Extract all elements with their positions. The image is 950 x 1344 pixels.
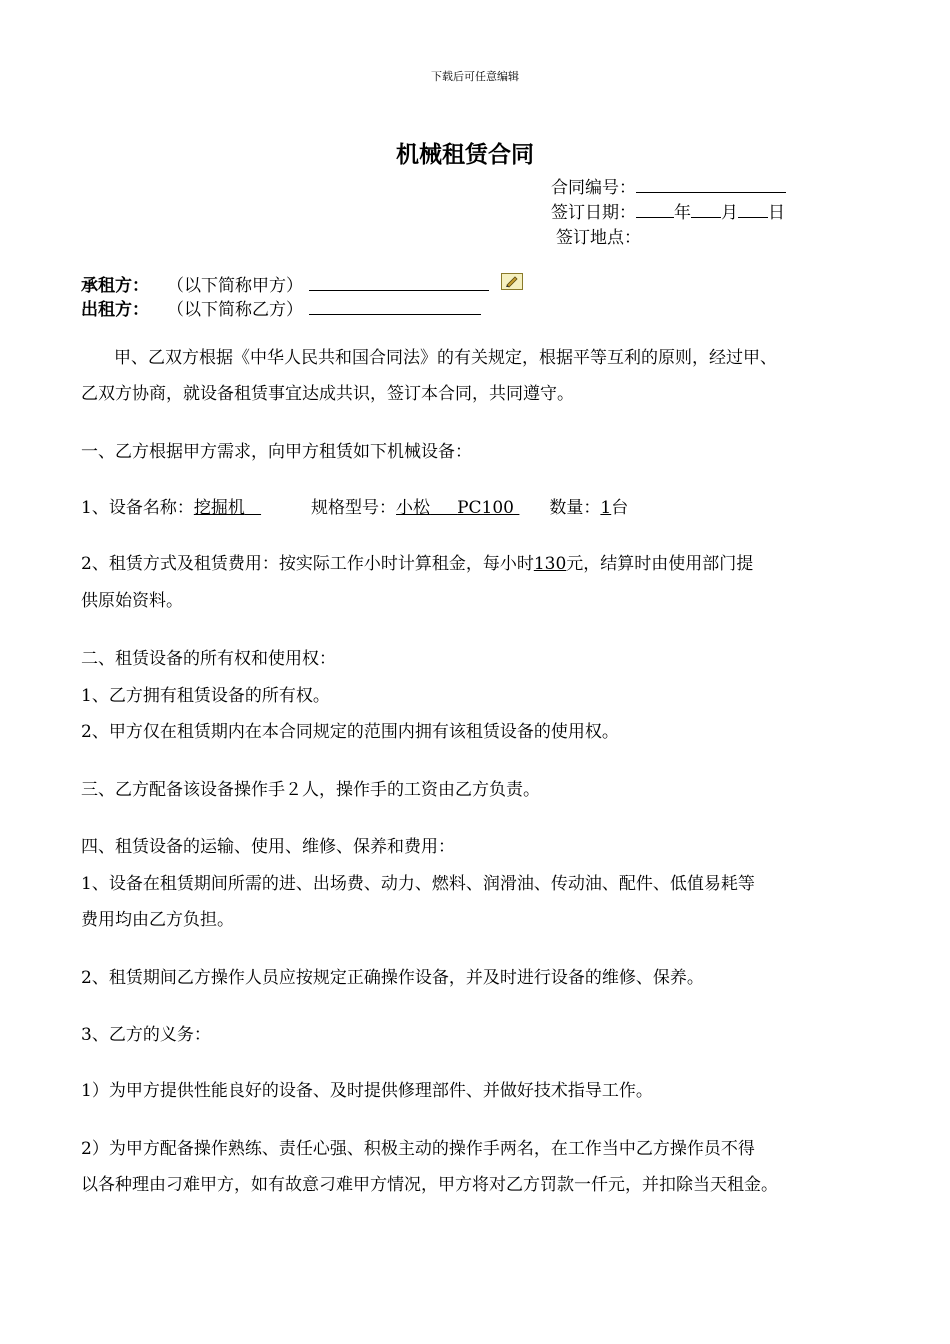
page-title: 机械租赁合同 (396, 142, 534, 168)
month-field[interactable] (691, 201, 721, 218)
month-label: 月 (721, 203, 738, 223)
quantity-label: 数量： (549, 498, 601, 518)
lessor-name-field[interactable] (309, 298, 481, 315)
quantity-unit: 台 (611, 498, 629, 518)
rental-fee-suffix: 元，结算时由使用部门提 (566, 554, 754, 574)
section1-heading: 一、乙方根据甲方需求，向甲方租赁如下机械设备： (81, 442, 472, 462)
equipment-row (81, 497, 628, 519)
lessee-name-field[interactable] (309, 274, 489, 291)
intro-line-2: 乙双方协商，就设备租赁事宜达成共识，签订本合同，共同遵守。 (81, 384, 574, 404)
model-value-b: PC100 (457, 498, 514, 518)
day-field[interactable] (738, 201, 768, 218)
year-label: 年 (674, 203, 691, 223)
section2-heading: 二、租赁设备的所有权和使用权： (81, 649, 336, 669)
lessee-note: （以下简称甲方） (167, 276, 303, 296)
sign-date-label: 签订日期： (551, 203, 636, 223)
model-value-a: 小松 (396, 498, 431, 518)
section4-item-3: 3、乙方的义务： (81, 1025, 211, 1045)
obligation-2-line-1: 2）为甲方配备操作熟练、责任心强、积极主动的操作手两名，在工作当中乙方操作员不得 (81, 1139, 755, 1159)
section3-text: 三、乙方配备该设备操作手２人，操作手的工资由乙方负责。 (81, 780, 540, 800)
hourly-rate: 130 (533, 554, 567, 574)
quantity-value: 1 (600, 498, 612, 518)
sign-place-label: 签订地点： (556, 228, 641, 248)
rental-fee-prefix: 2、租赁方式及租赁费用：按实际工作小时计算租金，每小时 (81, 554, 534, 574)
equipment-name-label: 1、设备名称： (81, 498, 194, 518)
edit-icon[interactable] (501, 273, 523, 290)
equipment-name-value: 挖掘机 (193, 498, 245, 518)
contract-no-field[interactable] (636, 176, 786, 193)
section4-heading: 四、租赁设备的运输、使用、维修、保养和费用： (81, 837, 455, 857)
section2-item-1: 1、乙方拥有租赁设备的所有权。 (81, 686, 330, 706)
contract-no-label: 合同编号： (551, 178, 636, 198)
rental-fee-line-1 (81, 553, 753, 575)
obligation-2-line-2: 以各种理由刁难甲方，如有故意刁难甲方情况，甲方将对乙方罚款一仟元，并扣除当天租金。 (81, 1175, 778, 1195)
model-label: 规格型号： (311, 498, 397, 518)
section4-item-2: 2、租赁期间乙方操作人员应按规定正确操作设备，并及时进行设备的维修、保养。 (81, 968, 704, 988)
section2-item-2: 2、甲方仅在租赁期内在本合同规定的范围内拥有该租赁设备的使用权。 (81, 722, 619, 742)
year-field[interactable] (636, 201, 674, 218)
header-note: 下载后可任意编辑 (431, 70, 519, 83)
lessee-label: 承租方： (81, 276, 149, 296)
section4-item-1-line-2: 费用均由乙方负担。 (81, 910, 234, 930)
obligation-1: 1）为甲方提供性能良好的设备、及时提供修理部件、并做好技术指导工作。 (81, 1081, 653, 1101)
lessor-label: 出租方： (81, 300, 149, 320)
intro-line-1: 甲、乙双方根据《中华人民共和国合同法》的有关规定，根据平等互利的原则，经过甲、 (114, 348, 777, 368)
sign-date-row (551, 201, 785, 224)
lessee-row (81, 274, 489, 297)
rental-fee-line-2: 供原始资料。 (81, 591, 183, 611)
section4-item-1-line-1: 1、设备在租赁期间所需的进、出场费、动力、燃料、润滑油、传动油、配件、低值易耗等 (81, 874, 755, 894)
day-label: 日 (768, 203, 785, 223)
lessor-note: （以下简称乙方） (167, 300, 303, 320)
contract-no-row (551, 176, 786, 199)
lessor-row (81, 298, 481, 321)
